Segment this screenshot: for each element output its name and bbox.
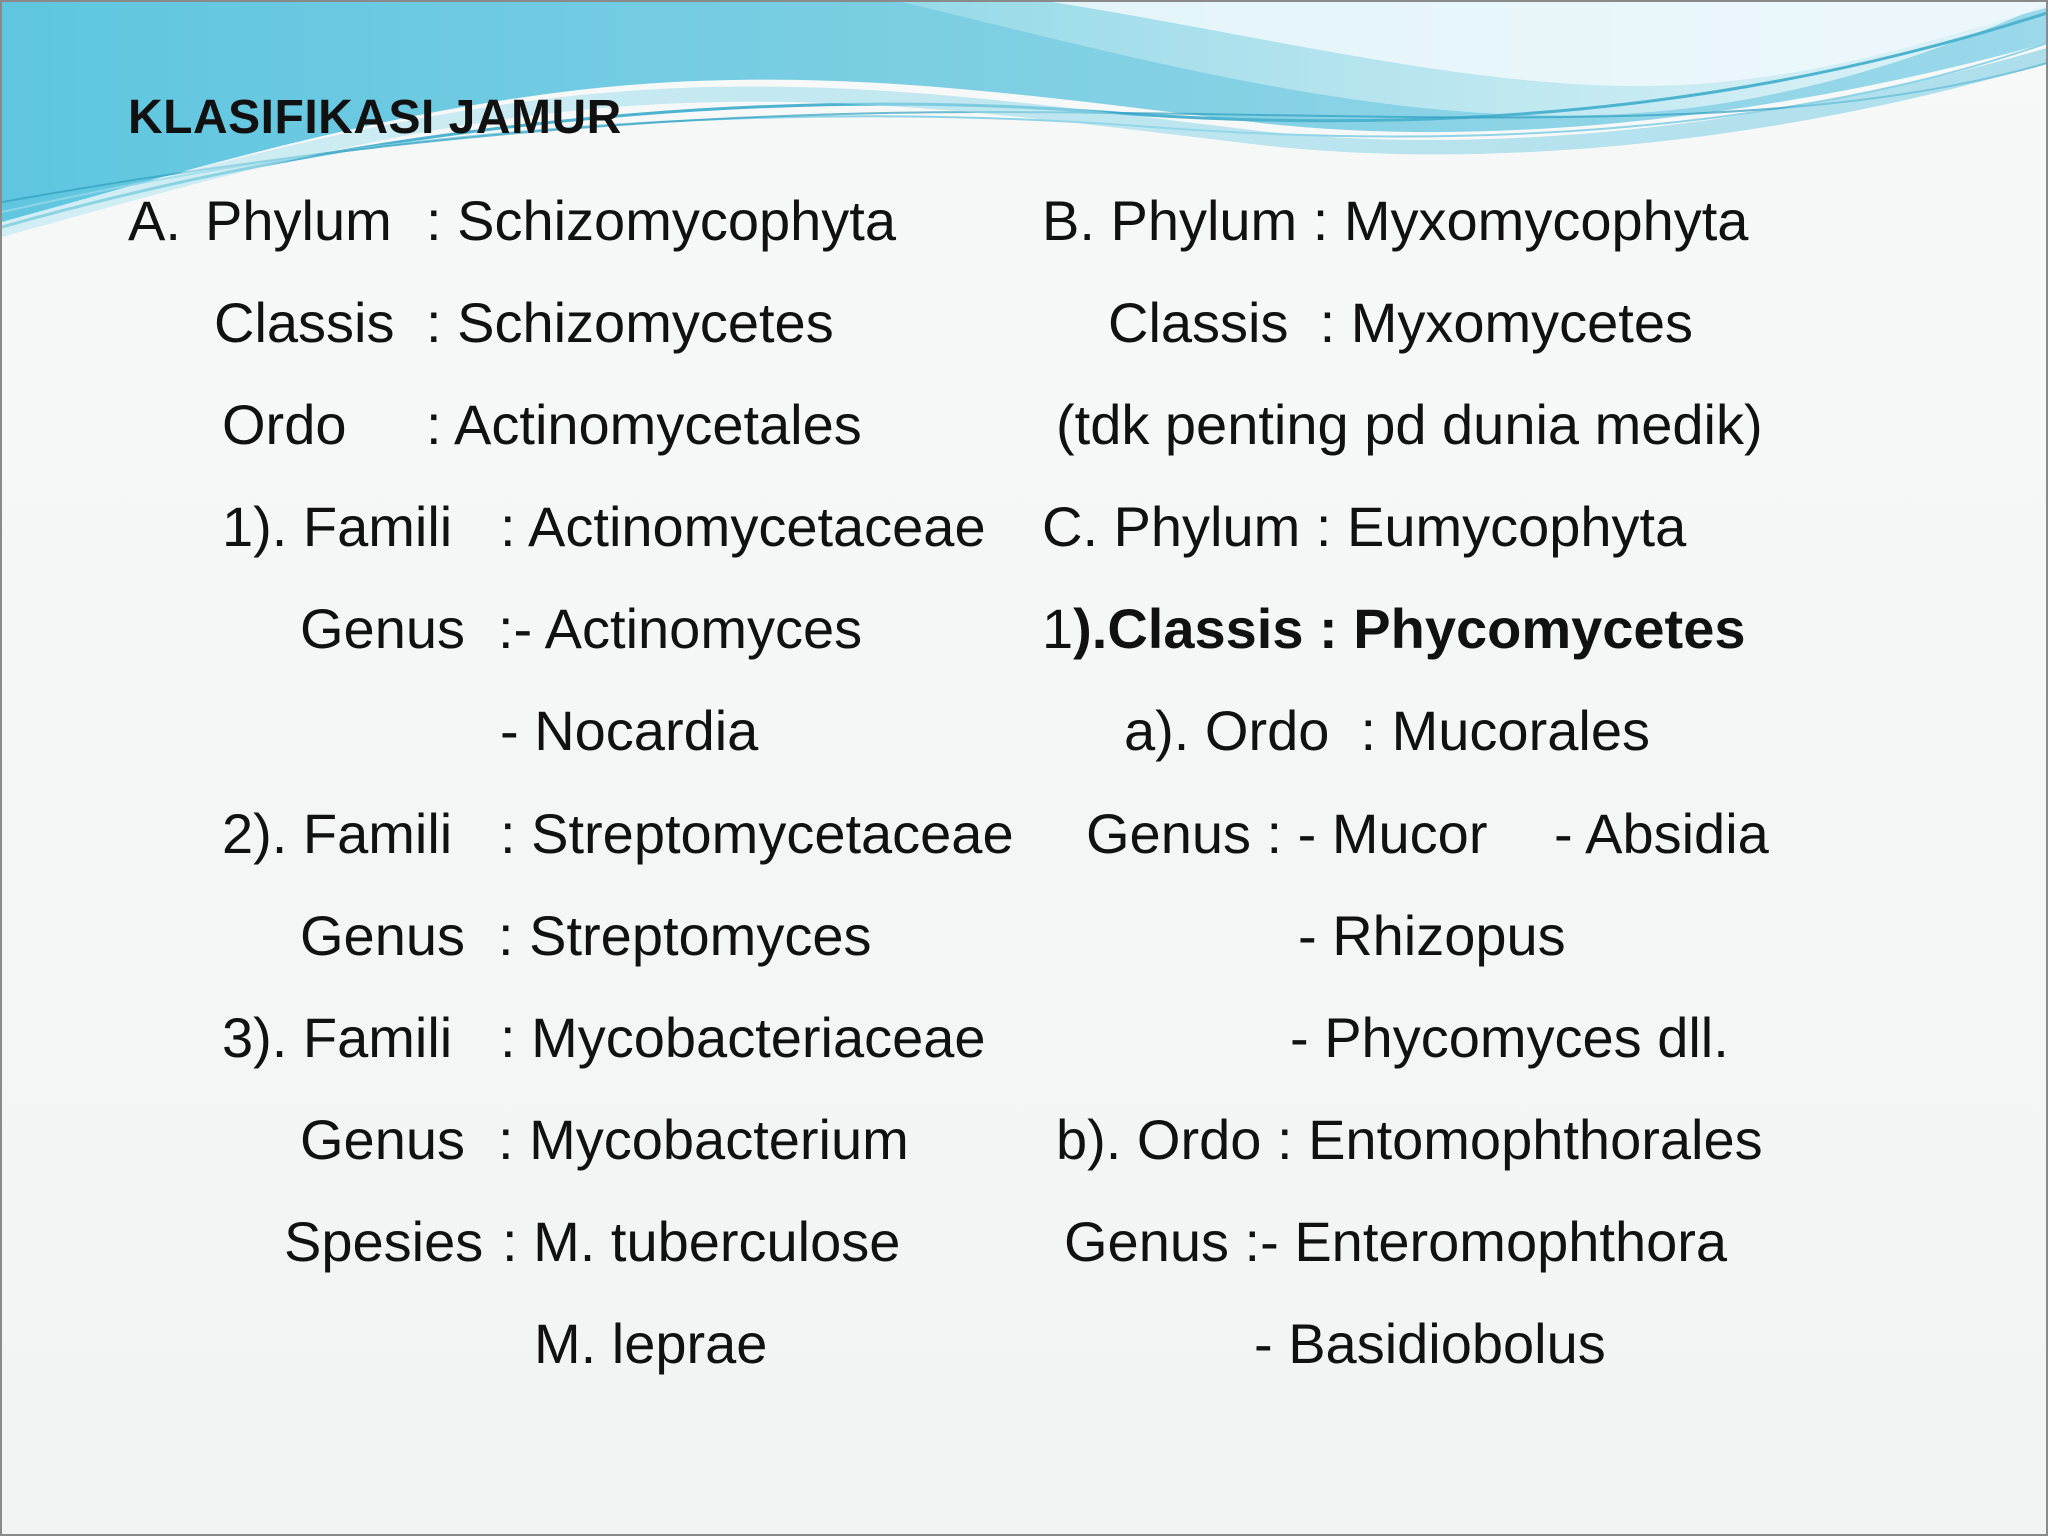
famili-2-value: : Streptomycetaceae — [500, 802, 1014, 865]
c1a-ordo: a). Ordo : Mucorales — [1124, 699, 1650, 762]
famili-3-genus-key: Genus — [300, 1108, 465, 1171]
famili-2-genus-value: : Streptomyces — [498, 904, 872, 967]
famili-3-value: : Mycobacteriaceae — [500, 1006, 986, 1069]
b-phylum: B. Phylum : Myxomycophyta — [1042, 189, 1749, 252]
slide-title: KLASIFIKASI JAMUR — [128, 91, 622, 144]
famili-3-spesies-key: Spesies — [284, 1210, 484, 1273]
c1a-genus: Genus : - Mucor — [1086, 802, 1488, 865]
famili-2-genus-key: Genus — [300, 904, 465, 967]
famili-3-spesies-value: : M. tuberculose — [502, 1210, 901, 1273]
a-classis-key: Classis — [214, 291, 395, 354]
famili-1-key: 1). Famili — [222, 495, 453, 558]
c1a-genus-absidia: - Absidia — [1554, 802, 1769, 865]
famili-1-genus-value-2: - Nocardia — [500, 699, 759, 762]
a-phylum-value: : Schizomycophyta — [426, 189, 896, 252]
c-phylum: C. Phylum : Eumycophyta — [1042, 495, 1687, 558]
c1-classis-label: ).Classis : Phycomycetes — [1073, 597, 1746, 660]
a-ordo-key: Ordo — [222, 393, 347, 456]
famili-3-key: 3). Famili — [222, 1006, 453, 1069]
c1-classis — [1042, 597, 1746, 660]
famili-1-genus-value: :- Actinomyces — [498, 597, 863, 660]
famili-3-spesies-value-2: M. leprae — [534, 1312, 768, 1375]
b-classis: Classis : Myxomycetes — [1108, 291, 1693, 354]
c1b-ordo: b). Ordo : Entomophthorales — [1056, 1108, 1763, 1171]
c1-number: 1 — [1042, 597, 1074, 660]
famili-3-genus-value: : Mycobacterium — [498, 1108, 909, 1171]
c1a-genus-phycomyces: - Phycomyces dll. — [1290, 1006, 1729, 1069]
c1b-genus: Genus :- Enteromophthora — [1064, 1210, 1728, 1273]
a-ordo-value: : Actinomycetales — [426, 393, 862, 456]
famili-1-value: : Actinomycetaceae — [500, 495, 986, 558]
famili-1-genus-key: Genus — [300, 597, 465, 660]
a-classis-value: : Schizomycetes — [426, 291, 834, 354]
a-phylum-key: Phylum — [205, 189, 392, 252]
famili-2-key: 2). Famili — [222, 802, 453, 865]
c1b-genus-basidiobolus: - Basidiobolus — [1254, 1312, 1606, 1375]
c1a-genus-rhizopus: - Rhizopus — [1298, 904, 1566, 967]
a-label: A. — [128, 189, 181, 252]
b-note: (tdk penting pd dunia medik) — [1056, 393, 1763, 456]
